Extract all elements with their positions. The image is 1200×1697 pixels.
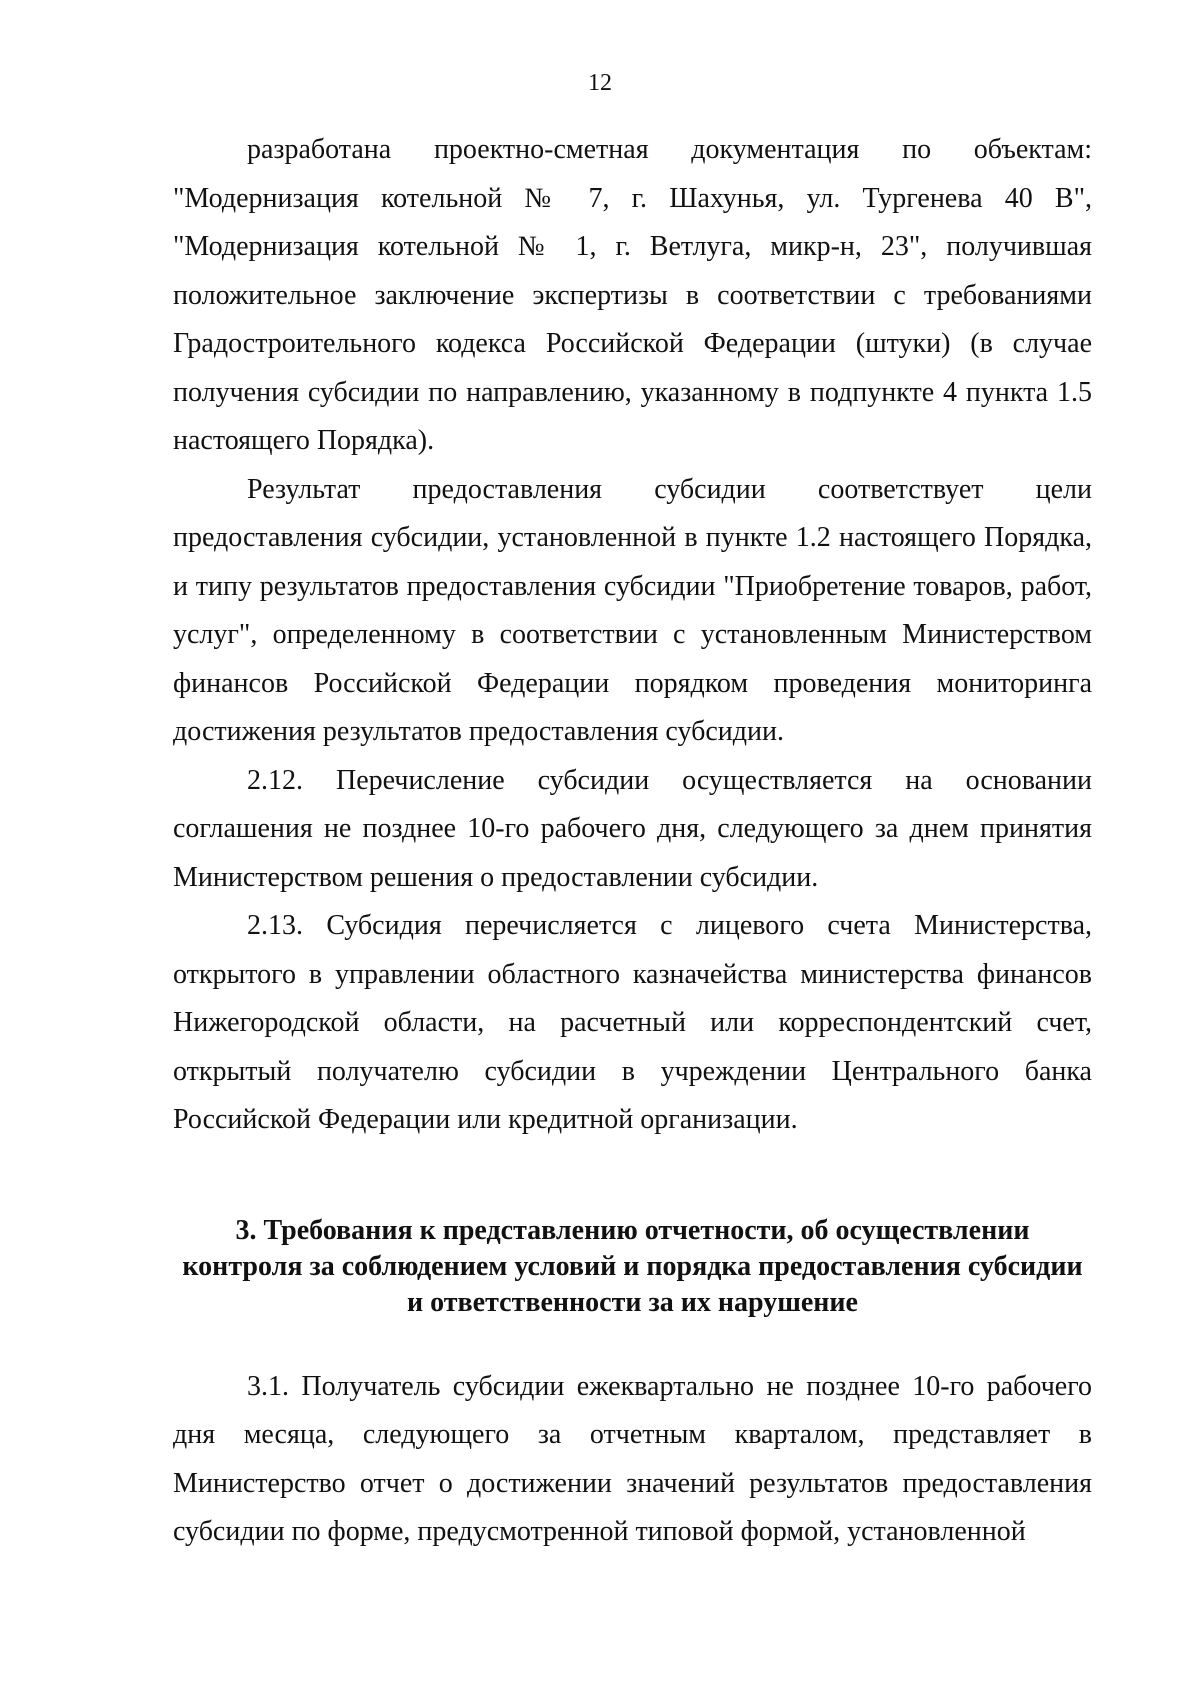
section-heading-line-1: 3. Требования к представлению отчетности, об осуществлении xyxy=(235,1214,1030,1246)
paragraph-2-12: 2.12. Перечисление субсидии осуществляется на основании соглашения не позднее 10-го рабочего дня, следующего за днем принятия Министерством решения о предоставлении субсидии. xyxy=(173,764,1092,893)
paragraph-subsidy-result: Результат предоставления субсидии соответствует цели предоставления субсидии, установленной в пункте 1.2 настоящего Порядка, и типу результатов предоставления субсидии "Приобретение товаров, работ, услуг", определенному в соответствии с установленным Министерством финансов Российской Федерации порядком проведения мониторинга достижения результатов предоставления субсидии. xyxy=(173,473,1092,747)
document-body xyxy=(173,126,1092,1557)
section-heading-line-3: и ответственности за их нарушение xyxy=(407,1286,858,1318)
paragraph-design-documentation: разработана проектно-сметная документация по объектам: "Модернизация котельной № 7, г. Шахунья, ул. Тургенева 40 В", "Модернизация котельной № 1, г. Ветлуга, микр-н, 23", получившая положительное заключение экспертизы в соответствии с требованиями Градостроительного кодекса Российской Федерации (штуки) (в случае получения субсидии по направлению, указанному в подпункте 4 пункта 1.5 настоящего Порядка). xyxy=(173,134,1092,456)
page-number: 12 xyxy=(588,70,612,96)
section-3-heading xyxy=(173,1213,1092,1321)
paragraph-3-1: 3.1. Получатель субсидии ежеквартально не позднее 10-го рабочего дня месяца, следующего за отчетным кварталом, представляет в Министерство отчет о достижении значений результатов предоставления субсидии по форме, предусмотренной типовой формой, установленной xyxy=(173,1370,1092,1547)
section-heading-line-2: контроля за соблюдением условий и порядка предоставления субсидии xyxy=(182,1250,1083,1282)
paragraph-2-13: 2.13. Субсидия перечисляется с лицевого счета Министерства, открытого в управлении областного казначейства министерства финансов Нижегородской области, на расчетный или корреспондентский счет, открытый получателю субсидии в учреждении Центрального банка Российской Федерации или кредитной организации. xyxy=(173,910,1092,1135)
